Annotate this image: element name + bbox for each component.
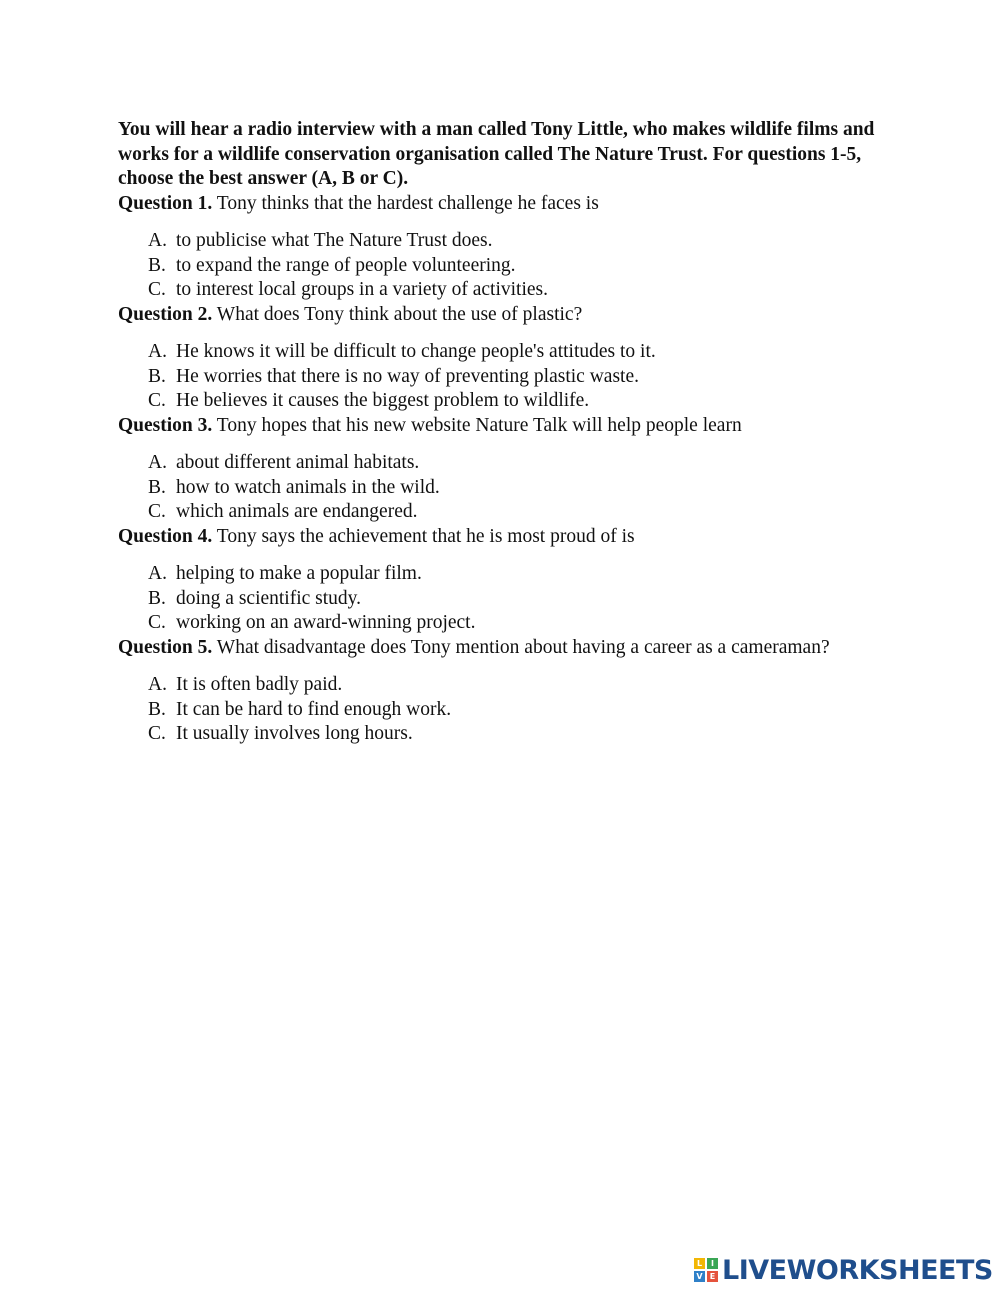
option-c[interactable] xyxy=(148,389,898,414)
option-letter: C. xyxy=(148,723,166,744)
option-text: He worries that there is no way of preventing plastic waste. xyxy=(176,365,639,387)
question-text: Tony says the achievement that he is most proud of is xyxy=(212,525,635,547)
option-list xyxy=(118,229,898,303)
option-text: to interest local groups in a variety of activities. xyxy=(176,279,549,300)
question-stem xyxy=(118,525,898,550)
option-list xyxy=(118,340,898,414)
option-a[interactable] xyxy=(148,673,898,698)
question-1 xyxy=(118,192,898,303)
logo-block-v: V xyxy=(694,1271,705,1282)
option-text: which animals are endangered. xyxy=(176,501,418,522)
option-text: working on an award-winning project. xyxy=(176,612,476,633)
logo-block-e: E xyxy=(707,1271,718,1282)
option-text: It can be hard to find enough work. xyxy=(176,698,452,720)
option-list xyxy=(118,673,898,747)
liveworksheets-logo xyxy=(694,1256,993,1284)
question-text: What disadvantage does Tony mention about having a career as a cameraman? xyxy=(212,636,830,658)
option-text: about different animal habitats. xyxy=(176,452,420,473)
option-letter: C. xyxy=(148,279,166,300)
option-a[interactable] xyxy=(148,340,898,365)
option-letter: B. xyxy=(148,698,166,720)
question-2 xyxy=(118,303,898,414)
option-text: to expand the range of people volunteering. xyxy=(176,254,516,276)
option-c[interactable] xyxy=(148,500,898,525)
option-c[interactable] xyxy=(148,611,898,636)
option-letter: B. xyxy=(148,365,166,387)
option-letter: A. xyxy=(148,452,167,473)
instructions: You will hear a radio interview with a man called Tony Little, who makes wildlife films and works for a wildlife conservation organisation called The Nature Trust. For questions 1-5, choose the best answer (A, B or C). xyxy=(118,119,875,189)
option-letter: B. xyxy=(148,476,166,498)
option-letter: C. xyxy=(148,390,166,411)
option-letter: A. xyxy=(148,674,167,695)
option-b[interactable] xyxy=(148,476,898,501)
option-letter: A. xyxy=(148,341,167,362)
option-b[interactable] xyxy=(148,587,898,612)
question-stem xyxy=(118,192,898,217)
question-label: Question 2. xyxy=(118,303,213,325)
question-3 xyxy=(118,414,898,525)
option-list xyxy=(118,562,898,636)
option-c[interactable] xyxy=(148,278,898,303)
option-text: He knows it will be difficult to change people's attitudes to it. xyxy=(176,341,656,362)
question-text: Tony hopes that his new website Nature Talk will help people learn xyxy=(212,414,742,436)
option-text: He believes it causes the biggest problem to wildlife. xyxy=(176,390,590,411)
question-5 xyxy=(118,636,898,747)
option-b[interactable] xyxy=(148,698,898,723)
option-letter: B. xyxy=(148,587,166,609)
option-letter: A. xyxy=(148,563,167,584)
logo-block-i: I xyxy=(707,1258,718,1269)
question-stem xyxy=(118,303,898,328)
option-text: helping to make a popular film. xyxy=(176,563,422,584)
option-text: how to watch animals in the wild. xyxy=(176,476,440,498)
question-label: Question 3. xyxy=(118,414,213,436)
option-letter: A. xyxy=(148,230,167,251)
worksheet-page xyxy=(118,118,898,747)
logo-block-l: L xyxy=(694,1258,705,1269)
question-text: Tony thinks that the hardest challenge he faces is xyxy=(212,192,599,214)
question-label: Question 4. xyxy=(118,525,213,547)
question-label: Question 1. xyxy=(118,192,213,214)
option-list xyxy=(118,451,898,525)
option-letter: C. xyxy=(148,501,166,522)
question-stem xyxy=(118,636,898,661)
option-a[interactable] xyxy=(148,562,898,587)
logo-text: LIVEWORKSHEETS xyxy=(722,1254,993,1286)
question-label: Question 5. xyxy=(118,636,213,658)
option-text: It is often badly paid. xyxy=(176,674,343,695)
logo-blocks-icon xyxy=(694,1258,718,1282)
question-stem xyxy=(118,414,898,439)
option-a[interactable] xyxy=(148,451,898,476)
option-b[interactable] xyxy=(148,254,898,279)
option-text: It usually involves long hours. xyxy=(176,723,413,744)
option-a[interactable] xyxy=(148,229,898,254)
option-letter: B. xyxy=(148,254,166,276)
option-c[interactable] xyxy=(148,722,898,747)
option-text: doing a scientific study. xyxy=(176,587,362,609)
option-letter: C. xyxy=(148,612,166,633)
option-text: to publicise what The Nature Trust does. xyxy=(176,230,493,251)
question-4 xyxy=(118,525,898,636)
option-b[interactable] xyxy=(148,365,898,390)
question-text: What does Tony think about the use of plastic? xyxy=(212,303,583,325)
